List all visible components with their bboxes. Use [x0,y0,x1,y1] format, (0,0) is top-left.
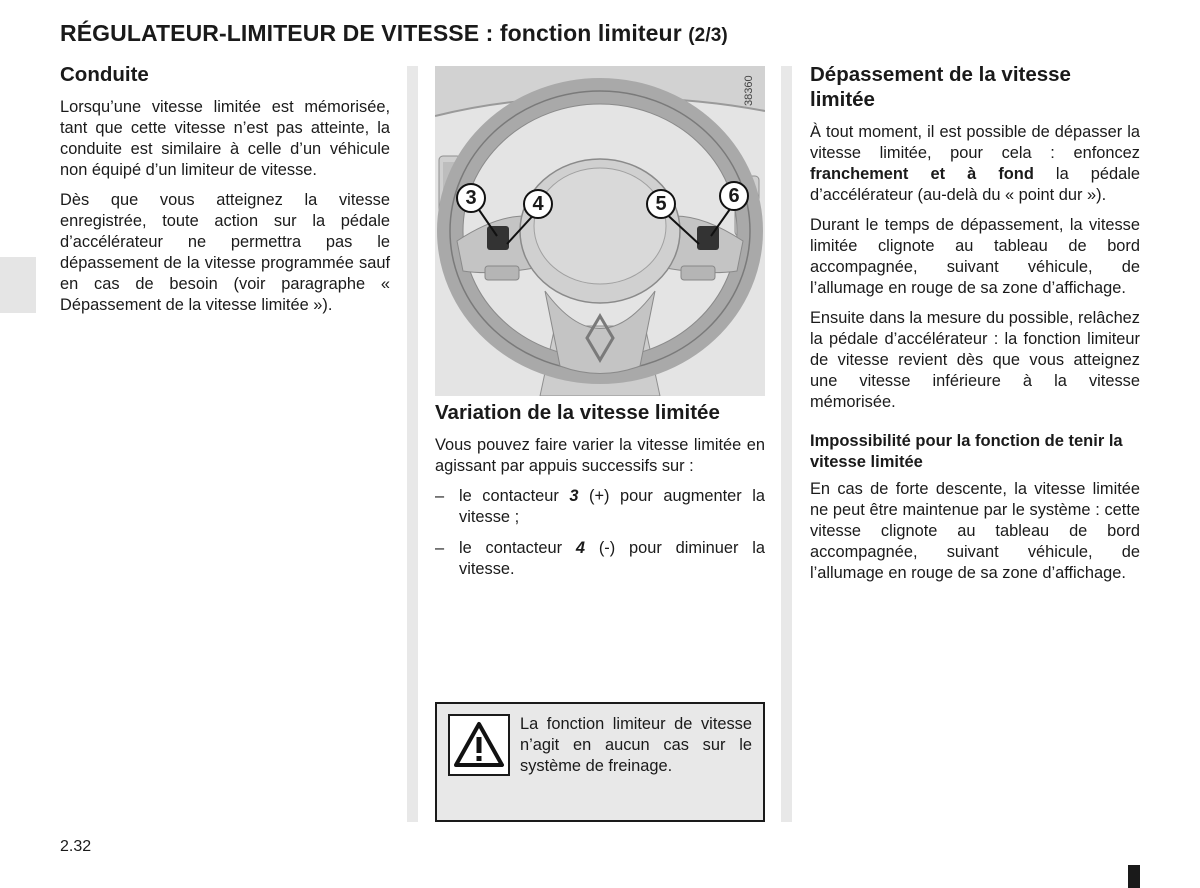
warning-text: La fonction limiteur de vitesse n’agit en aucun cas sur le système de freinage. [520,715,752,775]
steering-wheel-illustration [435,66,765,396]
subheading-impossibilite: Impossibilité pour la fonction de tenir la vitesse limitée [810,432,1123,471]
list-item: – le contacteur 3 (+) pour augmenter la vitesse ; [435,487,765,526]
steering-wheel-drawing [435,66,765,396]
callout-6: 6 [719,181,749,211]
warning-triangle-icon [448,714,510,776]
paragraph-depassement-3: Ensuite dans la mesure du possible, relâchez la pédale d’accélérateur : la fonction limiteur de vitesse revient dès que vous atteignez une vitesse inférieure à la vitesse mémorisée. [810,309,1140,411]
callout-4: 4 [523,189,553,219]
title-main: RÉGULATEUR-LIMITEUR DE VITESSE : fonction limiteur [60,20,682,46]
section-heading-conduite: Conduite [60,63,149,86]
warning-box [435,702,765,822]
column-divider-left [407,66,418,822]
section-heading-depassement: Dépassement de la vitesse limitée [810,63,1071,111]
title-page-indicator: (2/3) [688,25,728,46]
contactor-number: 4 [575,539,586,557]
column-divider-right [781,66,792,822]
page-title [60,20,728,47]
paragraph-depassement-1: À tout moment, il est possible de dépasser la vitesse limitée, pour cela : enfoncez franchement et à fond la pédale d’accélérateur (au-delà du « point dur »). [810,123,1140,204]
section-conduite [60,62,390,325]
contactor-number: 3 [569,487,579,505]
page-number: 2.32 [60,838,92,855]
paragraph-depassement-2: Durant le temps de dépassement, la vitesse limitée clignote au tableau de bord accompagnée, suivant véhicule, de l’allumage en rouge de sa zone d’affichage. [810,216,1140,297]
paragraph-impossibilite: En cas de forte descente, la vitesse limitée ne peut être maintenue par le système : cette vitesse clignote au tableau de bord accompagnée, suivant véhicule, de l’allumage en rouge de sa zone d’affichage. [810,480,1140,582]
page-edge-marker [1128,865,1140,888]
variation-list [435,486,765,580]
section-depassement [810,62,1140,593]
paragraph-conduite-1: Lorsqu’une vitesse limitée est mémorisée, tant que cette vitesse n’est pas atteinte, la conduite est similaire à celle d’un véhicule non équipé d’un limiteur de vitesse. [60,98,390,179]
paragraph-variation-intro: Vous pouvez faire varier la vitesse limitée en agissant par appuis successifs sur : [435,436,765,475]
emphasis-text: franchement et à fond [810,165,1034,183]
list-item: – le contacteur 4 (-) pour diminuer la vitesse. [435,539,765,578]
callout-5: 5 [646,189,676,219]
callout-3: 3 [456,183,486,213]
figure-reference: 38360 [743,75,755,106]
paragraph-conduite-2: Dès que vous atteignez la vitesse enregistrée, toute action sur la pédale d’accélérateur ne permettra pas le dépassement de la vitesse programmée sauf en cas de besoin (voir paragraphe « Dépassement de la vitesse limitée »). [60,191,390,314]
chapter-tab [0,257,36,313]
section-heading-variation: Variation de la vitesse limitée [435,401,720,424]
section-variation [435,400,765,590]
